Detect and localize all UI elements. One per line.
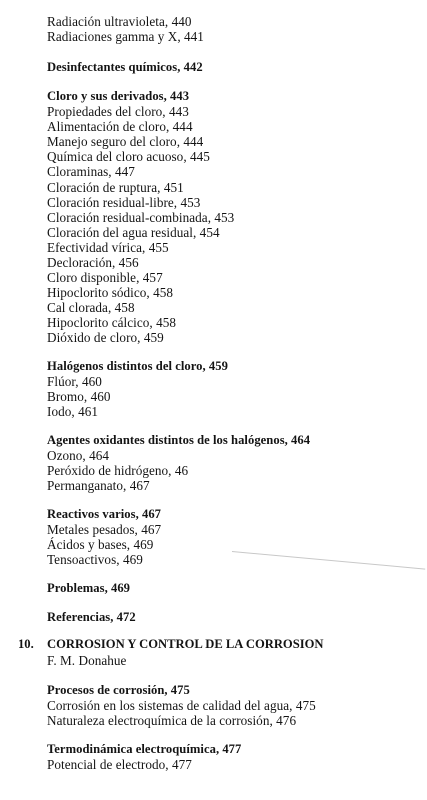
toc-entry-cal-clorada-458: Cal clorada, 458 bbox=[47, 300, 135, 315]
toc-heading-referencias-472: Referencias, 472 bbox=[47, 610, 136, 624]
chapter-title: CORROSION Y CONTROL DE LA CORROSION bbox=[47, 637, 324, 651]
toc-entry-hipoclorito-sodico-458: Hipoclorito sódico, 458 bbox=[47, 285, 174, 300]
toc-entry-efectividad-virica-455: Efectividad vírica, 455 bbox=[47, 240, 169, 255]
toc-entry-metales-pesados-467: Metales pesados, 467 bbox=[47, 522, 162, 537]
toc-heading-agentes-oxidantes-distintos-de-los-halogenos-464: Agentes oxidantes distintos de los halógenos, 464 bbox=[47, 433, 311, 447]
toc-entry-fluor-460: Flúor, 460 bbox=[47, 374, 102, 389]
toc-heading-problemas-469: Problemas, 469 bbox=[47, 581, 131, 595]
toc-entry-hipoclorito-calcico-458: Hipoclorito cálcico, 458 bbox=[47, 315, 177, 330]
toc-entry-radiacion-ultravioleta-440: Radiación ultravioleta, 440 bbox=[47, 14, 192, 29]
toc-entry-bromo-460: Bromo, 460 bbox=[47, 389, 111, 404]
toc-heading-cloro-y-sus-derivados-443: Cloro y sus derivados, 443 bbox=[47, 89, 190, 103]
toc-entry-cloracion-de-ruptura-451: Cloración de ruptura, 451 bbox=[47, 180, 184, 195]
toc-entry-cloraminas-447: Cloraminas, 447 bbox=[47, 164, 135, 179]
toc-entry-acidos-y-bases-469: Ácidos y bases, 469 bbox=[47, 537, 154, 552]
toc-heading-halogenos-distintos-del-cloro-459: Halógenos distintos del cloro, 459 bbox=[47, 359, 228, 373]
toc-entry-decloracion-456: Decloración, 456 bbox=[47, 255, 139, 270]
toc-entry-permanganato-467: Permanganato, 467 bbox=[47, 478, 150, 493]
toc-entry-alimentacion-de-cloro-444: Alimentación de cloro, 444 bbox=[47, 119, 193, 134]
toc-entry-cloro-disponible-457: Cloro disponible, 457 bbox=[47, 270, 163, 285]
toc-heading-procesos-de-corrosion-475: Procesos de corrosión, 475 bbox=[47, 683, 190, 697]
chapter-number: 10. bbox=[18, 637, 34, 651]
toc-entry-quimica-del-cloro-acuoso-445: Química del cloro acuoso, 445 bbox=[47, 149, 210, 164]
toc-entry-corrosion-en-los-sistemas-de-calidad-del-agua-475: Corrosión en los sistemas de calidad del agua, 475 bbox=[47, 698, 316, 713]
toc-entry-ozono-464: Ozono, 464 bbox=[47, 448, 110, 463]
toc-entry-radiaciones-gamma-y-x-441: Radiaciones gamma y X, 441 bbox=[47, 29, 204, 44]
toc-entry-iodo-461: Iodo, 461 bbox=[47, 404, 98, 419]
toc-entry-cloracion-del-agua-residual-454: Cloración del agua residual, 454 bbox=[47, 225, 220, 240]
toc-entry-cloracion-residual-combinada-453: Cloración residual-combinada, 453 bbox=[47, 210, 235, 225]
chapter-author: F. M. Donahue bbox=[47, 653, 127, 668]
toc-entry-peroxido-de-hidrogeno-46: Peróxido de hidrógeno, 46 bbox=[47, 463, 189, 478]
toc-entry-naturaleza-electroquimica-de-la-corrosion-476: Naturaleza electroquímica de la corrosión, 476 bbox=[47, 713, 297, 728]
toc-entry-potencial-de-electrodo-477: Potencial de electrodo, 477 bbox=[47, 757, 192, 772]
toc-entry-cloracion-residual-libre-453: Cloración residual-libre, 453 bbox=[47, 195, 201, 210]
scan-stray-line bbox=[232, 551, 425, 570]
toc-entry-propiedades-del-cloro-443: Propiedades del cloro, 443 bbox=[47, 104, 189, 119]
toc-heading-reactivos-varios-467: Reactivos varios, 467 bbox=[47, 507, 162, 521]
toc-entry-manejo-seguro-del-cloro-444: Manejo seguro del cloro, 444 bbox=[47, 134, 204, 149]
toc-entry-tensoactivos-469: Tensoactivos, 469 bbox=[47, 552, 143, 567]
toc-entry-dioxido-de-cloro-459: Dióxido de cloro, 459 bbox=[47, 330, 164, 345]
toc-heading-desinfectantes-quimicos-442: Desinfectantes químicos, 442 bbox=[47, 60, 203, 74]
toc-heading-termodinamica-electroquimica-477: Termodinámica electroquímica, 477 bbox=[47, 742, 242, 756]
